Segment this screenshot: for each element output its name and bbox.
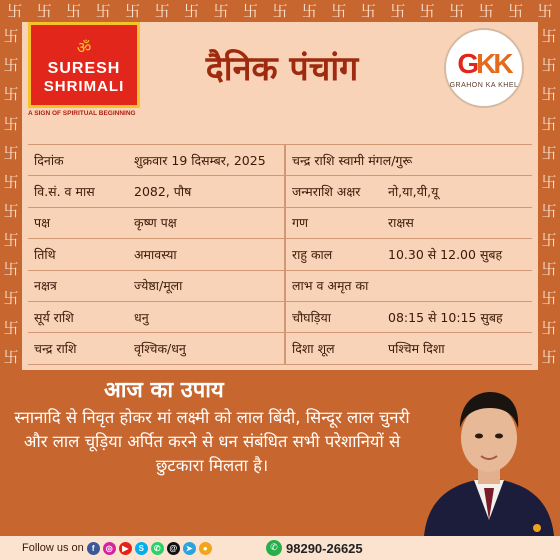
swastika-icon: 卐 [3,143,19,162]
table-row [28,271,532,302]
swastika-icon: 卐 [541,27,557,46]
table-row [28,239,532,270]
koo-icon[interactable]: ● [199,542,212,555]
row-right-label: दिशा शूल [292,341,335,357]
swastika-icon: 卐 [66,1,82,20]
swastika-icon: 卐 [3,347,19,366]
skype-icon[interactable]: S [135,542,148,555]
row-right-label: चौघड़िया [292,309,331,325]
swastika-icon: 卐 [3,27,19,46]
swastika-icon: 卐 [3,114,19,133]
row-right-label: चन्द्र राशि स्वामी मंगल/गुरू [292,152,413,168]
swastika-icon: 卐 [541,114,557,133]
swastika-icon: 卐 [478,1,494,20]
swastika-icon: 卐 [541,143,557,162]
facebook-icon[interactable]: f [87,542,100,555]
row-label: वि.सं. व मास [34,184,95,200]
row-right-value: 08:15 से 10:15 सुबह [388,309,503,325]
swastika-icon: 卐 [3,56,19,75]
swastika-icon: 卐 [331,1,347,20]
swastika-icon: 卐 [541,172,557,191]
row-value: धनु [134,309,149,325]
swastika-icon: 卐 [3,202,19,221]
upay-title: आज का उपाय [104,378,224,403]
upay-text: स्नानादि से निवृत होकर मां लक्ष्मी को लाल बिंदी, सिन्दूर लाल चुनरी और लाल चूड़िया अर्पित करने से धन संबंधित सभी परेशानियों से छुटकारा मिलता है। [14,408,410,475]
table-row [28,176,532,207]
swastika-icon: 卐 [272,1,288,20]
swastika-icon: 卐 [242,1,258,20]
row-value: कृष्ण पक्ष [134,215,177,231]
swastika-icon: 卐 [390,1,406,20]
table-row [28,302,532,333]
swastika-icon: 卐 [7,1,23,20]
table-row [28,145,532,176]
row-right-label: गण [292,215,309,231]
footer-bar [0,536,560,560]
suresh-shrimali-logo [28,22,140,108]
swastika-icon: 卐 [537,1,553,20]
swastika-icon: 卐 [125,1,141,20]
left-border [0,22,22,372]
phone-number[interactable]: 98290-26625 [286,540,363,556]
row-label: दिनांक [34,152,64,168]
row-right-label: लाभ व अमृत का [292,278,369,294]
swastika-icon: 卐 [449,1,465,20]
row-value: 2082, पौष [134,184,192,200]
youtube-icon[interactable]: ▶ [119,542,132,555]
follow-label: Follow us on [22,542,84,554]
panchang-table [28,144,532,365]
panchang-panel [22,22,538,370]
row-value: ज्येष्ठा/मूला [134,278,183,294]
swastika-icon: 卐 [419,1,435,20]
astrologer-photo [418,370,560,536]
swastika-icon: 卐 [184,1,200,20]
row-label: सूर्य राशि [34,309,74,325]
page-title: दैनिक पंचांग [205,49,359,89]
swastika-icon: 卐 [541,56,557,75]
phone-contact[interactable] [266,536,363,560]
top-border [0,0,560,22]
right-border [538,22,560,372]
logo-line1: SURESH [47,59,121,77]
upay-section [0,370,560,560]
row-right-value: राक्षस [388,215,414,231]
row-right-value: नो,या,यी,यू [388,184,439,200]
row-label: नक्षत्र [34,278,57,294]
row-value: शुक्रवार 19 दिसम्बर, 2025 [134,152,266,168]
gkk-subtitle: GRAHON KA KHEL [449,81,519,89]
row-label: चन्द्र राशि [34,341,77,357]
logo-tagline: A SIGN OF SPIRITUAL BEGINNING [28,110,136,117]
swastika-icon: 卐 [3,172,19,191]
swastika-icon: 卐 [541,260,557,279]
swastika-icon: 卐 [541,318,557,337]
row-value: वृश्चिक/धनु [134,341,186,357]
instagram-icon[interactable]: ◎ [103,542,116,555]
swastika-icon: 卐 [3,231,19,250]
gkk-mark: GKK [457,47,511,79]
swastika-icon: 卐 [360,1,376,20]
swastika-icon: 卐 [3,289,19,308]
table-row [28,333,532,364]
threads-icon[interactable]: @ [167,542,180,555]
swastika-icon: 卐 [541,85,557,104]
swastika-icon: 卐 [541,347,557,366]
swastika-icon: 卐 [541,202,557,221]
logo-line2: SHRIMALI [43,77,125,95]
swastika-icon: 卐 [508,1,524,20]
swastika-icon: 卐 [3,260,19,279]
row-label: तिथि [34,246,56,262]
row-right-label: राहु काल [292,246,333,262]
swastika-icon: 卐 [3,85,19,104]
table-row [28,208,532,239]
row-value: अमावस्या [134,246,177,262]
swastika-icon: 卐 [541,289,557,308]
swastika-icon: 卐 [213,1,229,20]
grahon-ka-khel-logo [444,28,524,108]
swastika-icon: 卐 [541,231,557,250]
row-right-value: पश्चिम दिशा [388,341,445,357]
swastika-icon: 卐 [301,1,317,20]
swastika-icon: 卐 [36,1,52,20]
row-right-label: जन्मराशि अक्षर [292,184,361,200]
whatsapp-icon[interactable]: ✆ [151,542,164,555]
om-symbol-icon: ॐ [76,37,92,57]
telegram-icon[interactable]: ➤ [183,542,196,555]
swastika-icon: 卐 [154,1,170,20]
row-label: पक्ष [34,215,51,231]
row-right-value: 10.30 से 12.00 सुबह [388,246,503,262]
swastika-icon: 卐 [3,318,19,337]
swastika-icon: 卐 [95,1,111,20]
whatsapp-icon: ✆ [266,540,282,556]
